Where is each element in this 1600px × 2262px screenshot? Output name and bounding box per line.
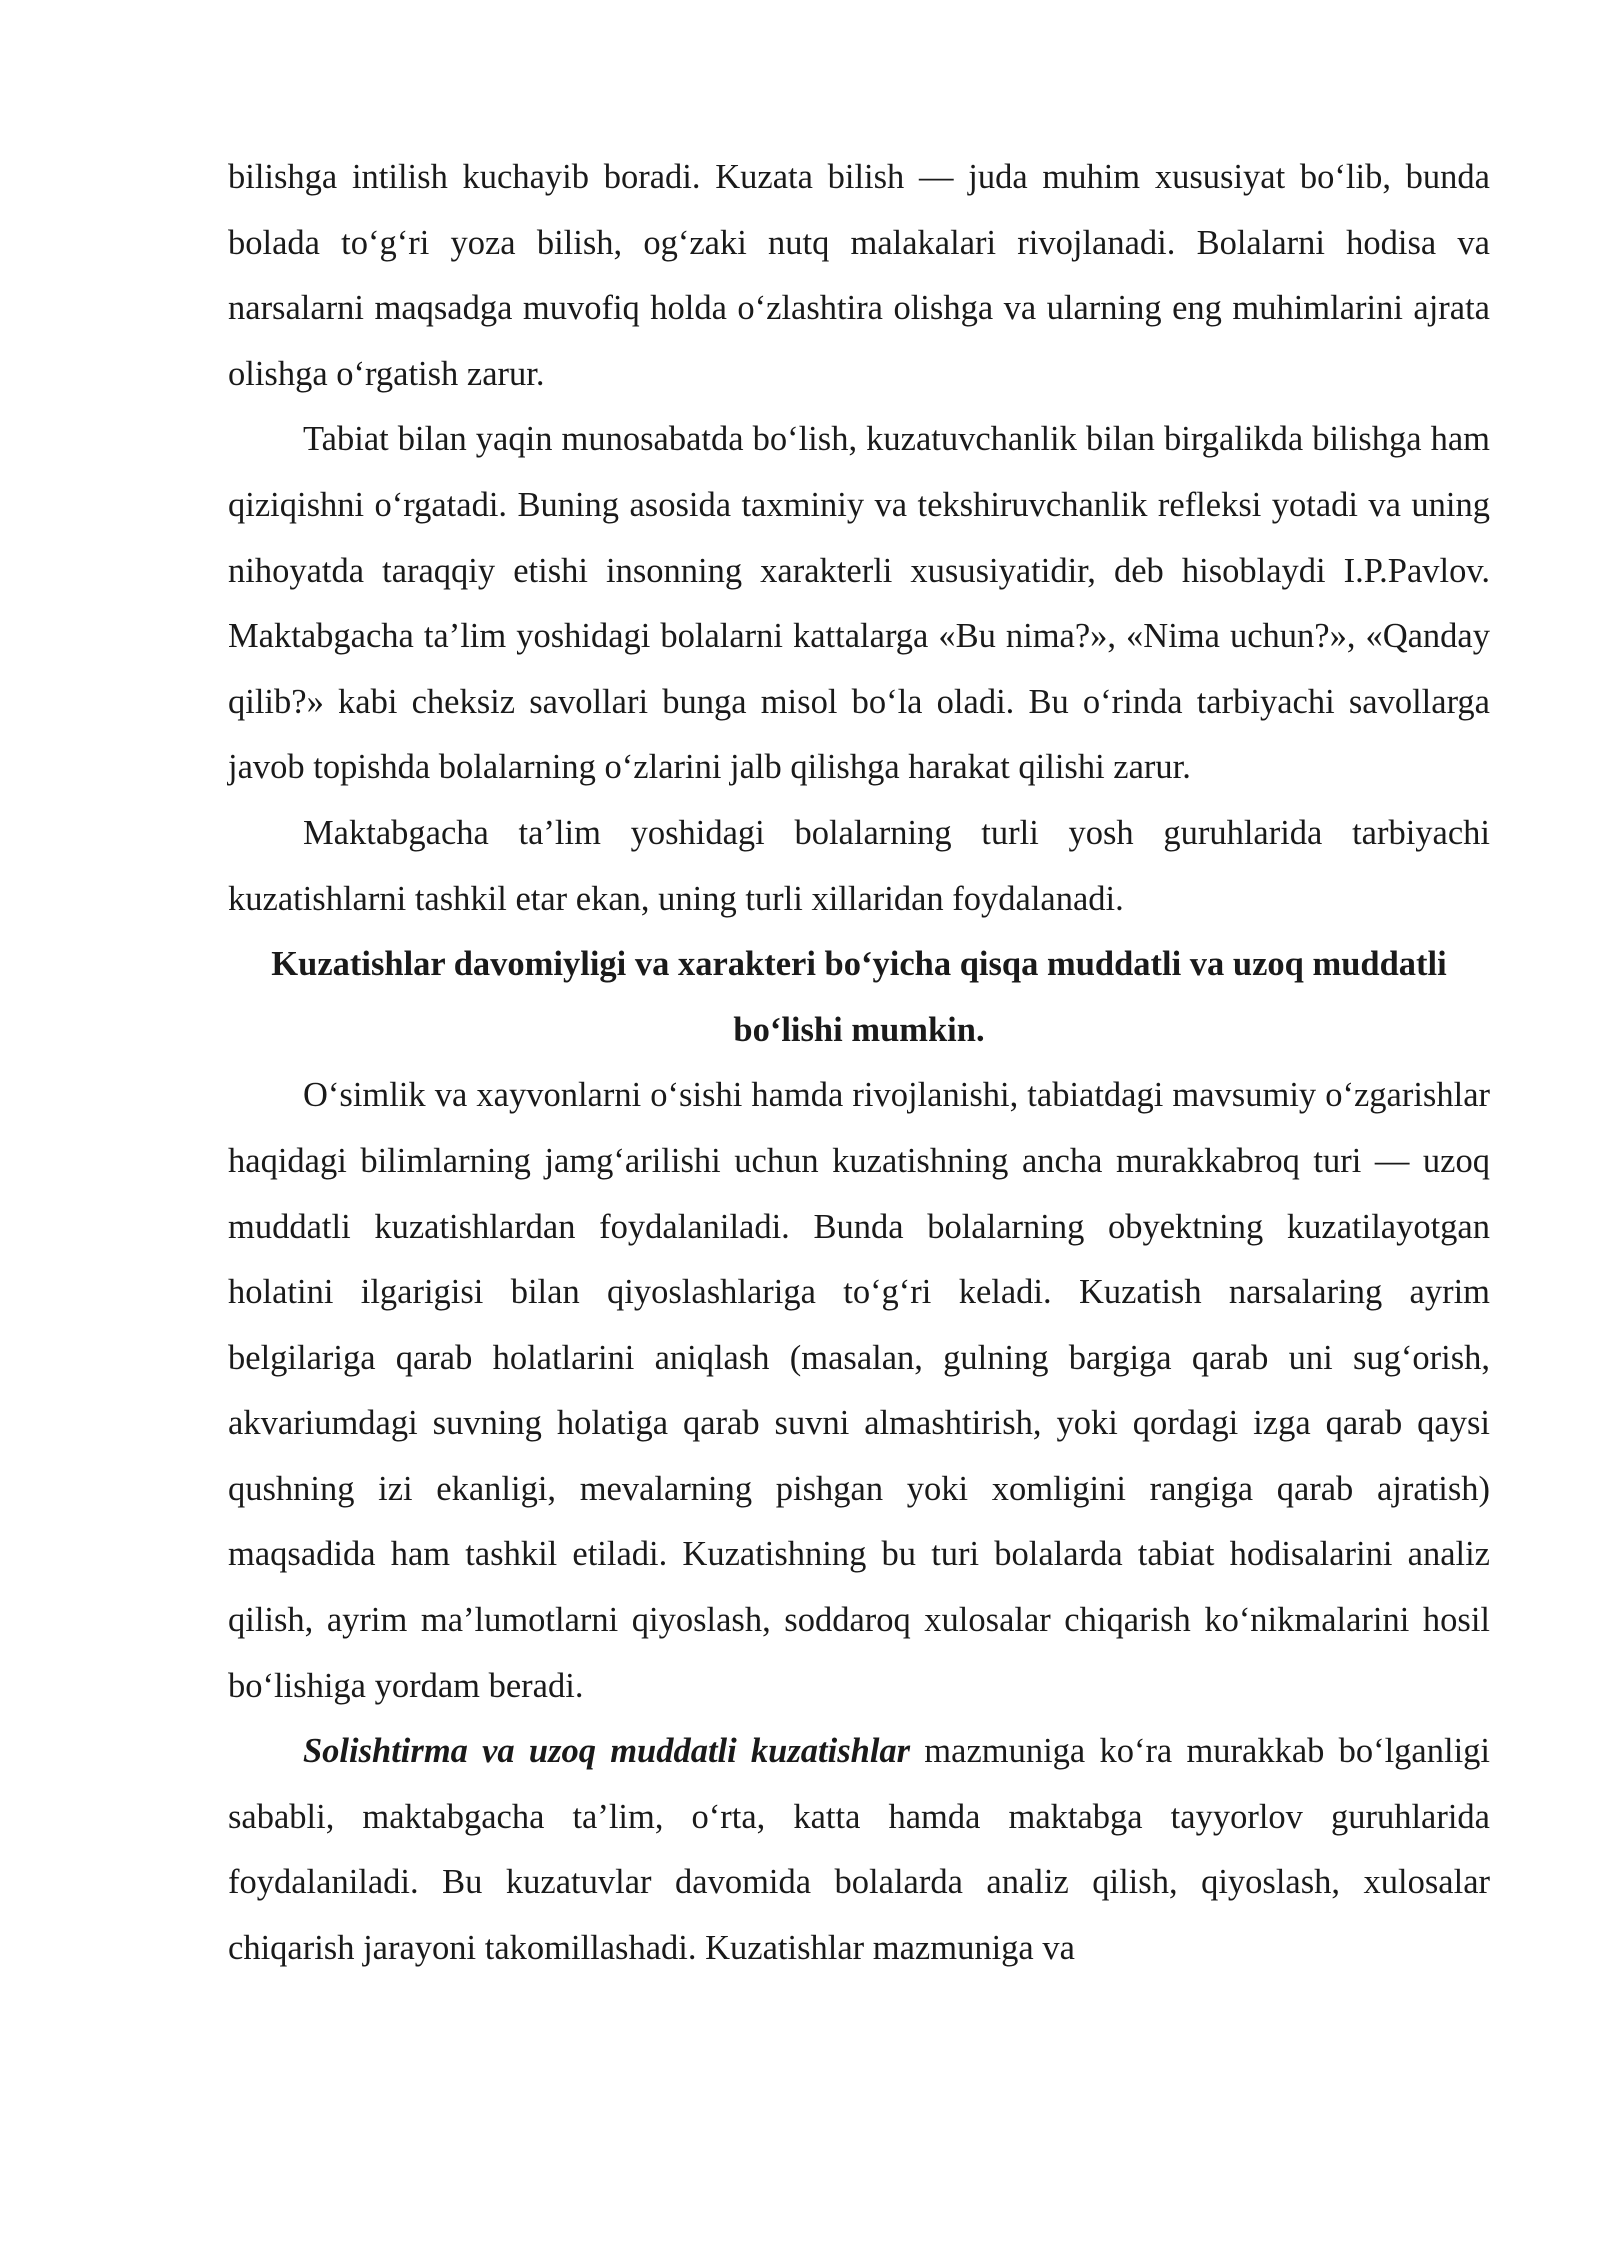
paragraph-3: Maktabgacha ta’lim yoshidagi bolalarning turli yosh guruhlarida tarbiyachi kuzatishlarni tashkil etar ekan, uning turli xillaridan foydalanadi. bbox=[228, 813, 1490, 918]
document-page bbox=[228, 145, 1490, 1982]
section-heading: Kuzatishlar davomiyligi va xarakteri bo‘yicha qisqa muddatli va uzoq muddatli bo‘lishi mumkin. bbox=[271, 945, 1447, 1049]
paragraph-5-text: mazmuniga ko‘ra murakkab bo‘lganligi sababli, maktabgacha ta’lim, o‘rta, katta hamda maktabga tayyorlov guruhlarida foydalaniladi. Bu kuzatuvlar davomida bolalarda analiz qilish, qiyoslash, xulosalar chiqarish jarayoni takomillashadi. Kuzatishlar mazmuniga va bbox=[228, 1732, 1490, 1968]
paragraph-2: Tabiat bilan yaqin munosabatda bo‘lish, kuzatuvchanlik bilan birgalikda bilishga ham qiziqishni o‘rgatadi. Buning asosida taxminiy va tekshiruvchanlik refleksi yotadi va uning nihoyatda taraqqiy etishi insonning xarakterli xususiyatidir, deb hisoblaydi I.P.Pavlov. Maktabgacha ta’lim yoshidagi bolalarni kattalarga «Bu nima?», «Nima uchun?», «Qanday qilib?» kabi cheksiz savollari bunga misol bo‘la oladi. Bu o‘rinda tarbiyachi savollarga javob topishda bolalarning o‘zlarini jalb qilishga harakat qilishi zarur. bbox=[228, 420, 1490, 787]
paragraph-4: O‘simlik va xayvonlarni o‘sishi hamda rivojlanishi, tabiatdagi mavsumiy o‘zgarishlar haqidagi bilimlarning jamg‘arilishi uchun kuzatishning ancha murakkabroq turi — uzoq muddatli kuzatishlardan foydalaniladi. Bunda bolalarning obyektning kuzatilayotgan holatini ilgarigisi bilan qiyoslashlariga to‘g‘ri keladi. Kuzatish narsalaring ayrim belgilariga qarab holatlarini aniqlash (masalan, gulning bargiga qarab uni sug‘orish, akvariumdagi suvning holatiga qarab suvni almashtirish, yoki qordagi izga qarab qaysi qushning izi ekanligi, mevalarning pishgan yoki xomligini rangiga qarab ajratish) maqsadida ham tashkil etiladi. Kuzatishning bu turi bolalarda tabiat hodisalarini analiz qilish, ayrim ma’lumotlarni qiyoslash, soddaroq xulosalar chiqarish ko‘nikmalarini hosil bo‘lishiga yordam beradi. bbox=[228, 1076, 1490, 1705]
emphasized-term: Solishtirma va uzoq muddatli kuzatishlar bbox=[303, 1732, 911, 1771]
paragraph-5 bbox=[228, 1719, 1490, 1981]
paragraph-1: bilishga intilish kuchayib boradi. Kuzata bilish — juda muhim xususiyat bo‘lib, bunda bolada to‘g‘ri yoza bilish, og‘zaki nutq malakalari rivojlanadi. Bolalarni hodisa va narsalarni maqsadga muvofiq holda o‘zlashtira olishga va ularning eng muhimlarini ajrata olishga o‘rgatish zarur. bbox=[228, 158, 1490, 393]
